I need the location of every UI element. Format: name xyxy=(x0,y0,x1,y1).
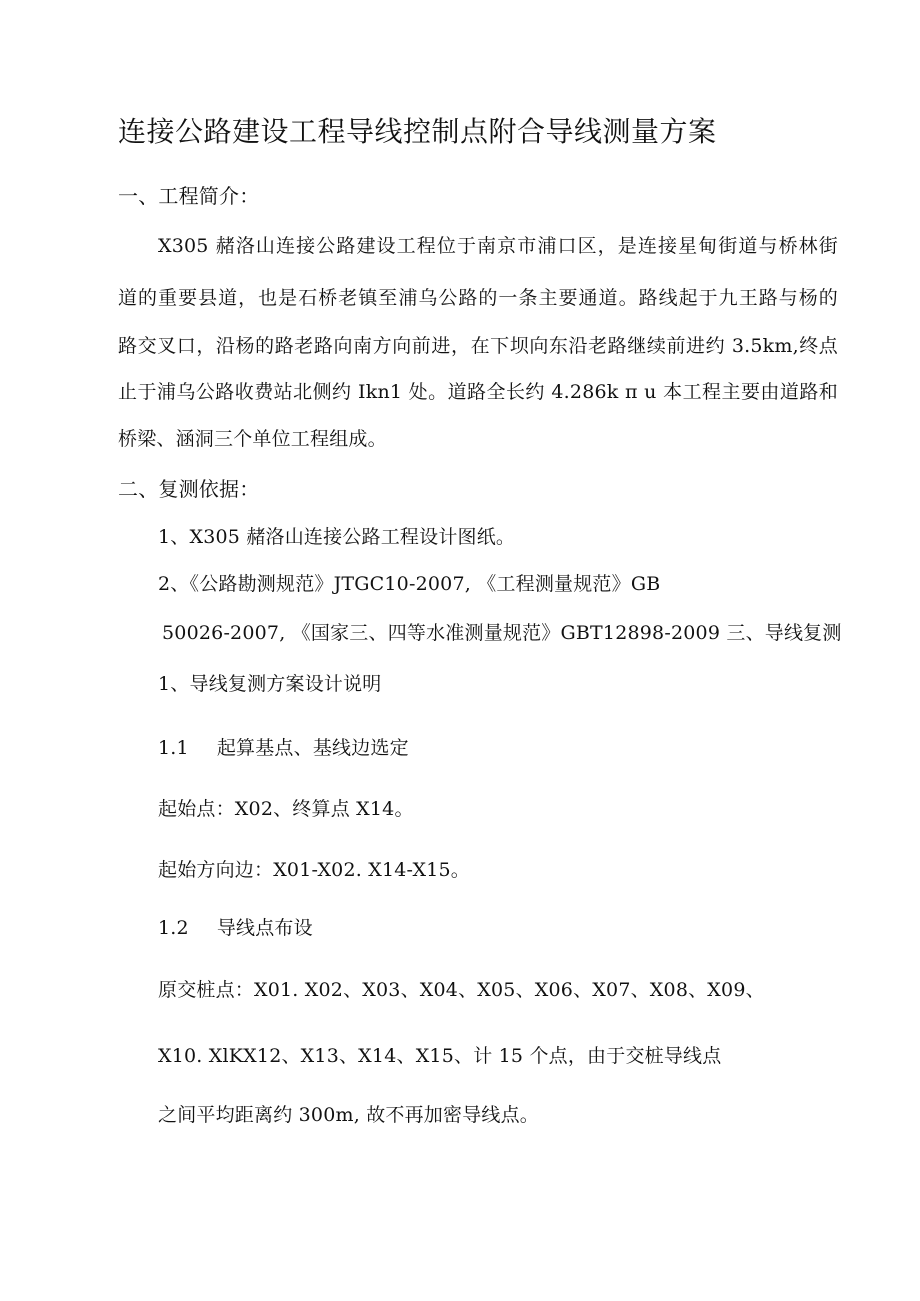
basis-item-2-continued: 50026-2007, 《国家三、四等水准测量规范》GBT12898-2009 三、导线复测 xyxy=(162,622,842,644)
intro-paragraph-line-3: 路交叉口，沿杨的路老路向南方向前进，在下坝向东沿老路继续前进约 3.5km,终点 xyxy=(118,335,838,357)
start-direction-line: 起始方向边：X01-X02. X14-X15。 xyxy=(158,859,470,881)
basis-item-1: 1、X305 赭洛山连接公路工程设计图纸。 xyxy=(158,526,516,548)
stake-points-line-3: 之间平均距离约 300m, 故不再加密导线点。 xyxy=(158,1104,540,1126)
survey-item-1: 1、导线复测方案设计说明 xyxy=(158,673,382,695)
subsection-1-2 xyxy=(158,916,313,940)
intro-paragraph-line-4: 止于浦乌公路收费站北侧约 Ikn1 处。道路全长约 4.286k π u 本工程主要由道路和 xyxy=(118,381,838,403)
intro-paragraph-line-2: 道的重要县道，也是石桥老镇至浦乌公路的一条主要通道。路线起于九王路与杨的 xyxy=(118,287,838,309)
section-heading-basis: 二、复测依据： xyxy=(118,477,260,501)
subsection-1-1-number: 1.1 xyxy=(158,737,189,759)
stake-points-line-2: X10. XlKX12、X13、X14、X15、计 15 个点，由于交桩导线点 xyxy=(158,1045,722,1067)
stake-points-line-1: 原交桩点：X01. X02、X03、X04、X05、X06、X07、X08、X09、 xyxy=(158,979,765,1001)
subsection-1-2-title: 导线点布设 xyxy=(216,917,313,939)
subsection-1-2-number: 1.2 xyxy=(158,917,189,939)
subsection-1-1 xyxy=(158,736,409,760)
intro-paragraph-line-1: X305 赭洛山连接公路建设工程位于南京市浦口区，是连接星甸街道与桥林街 xyxy=(158,235,838,257)
basis-item-2: 2、《公路勘测规范》JTGC10-2007, 《工程测量规范》GB xyxy=(158,573,661,595)
intro-paragraph-line-5: 桥梁、涵洞三个单位工程组成。 xyxy=(118,428,387,450)
start-point-line: 起始点：X02、终算点 X14。 xyxy=(158,798,414,820)
section-heading-intro: 一、工程简介： xyxy=(118,184,260,208)
subsection-1-1-title: 起算基点、基线边选定 xyxy=(216,737,409,759)
document-title: 连接公路建设工程导线控制点附合导线测量方案 xyxy=(118,115,717,148)
